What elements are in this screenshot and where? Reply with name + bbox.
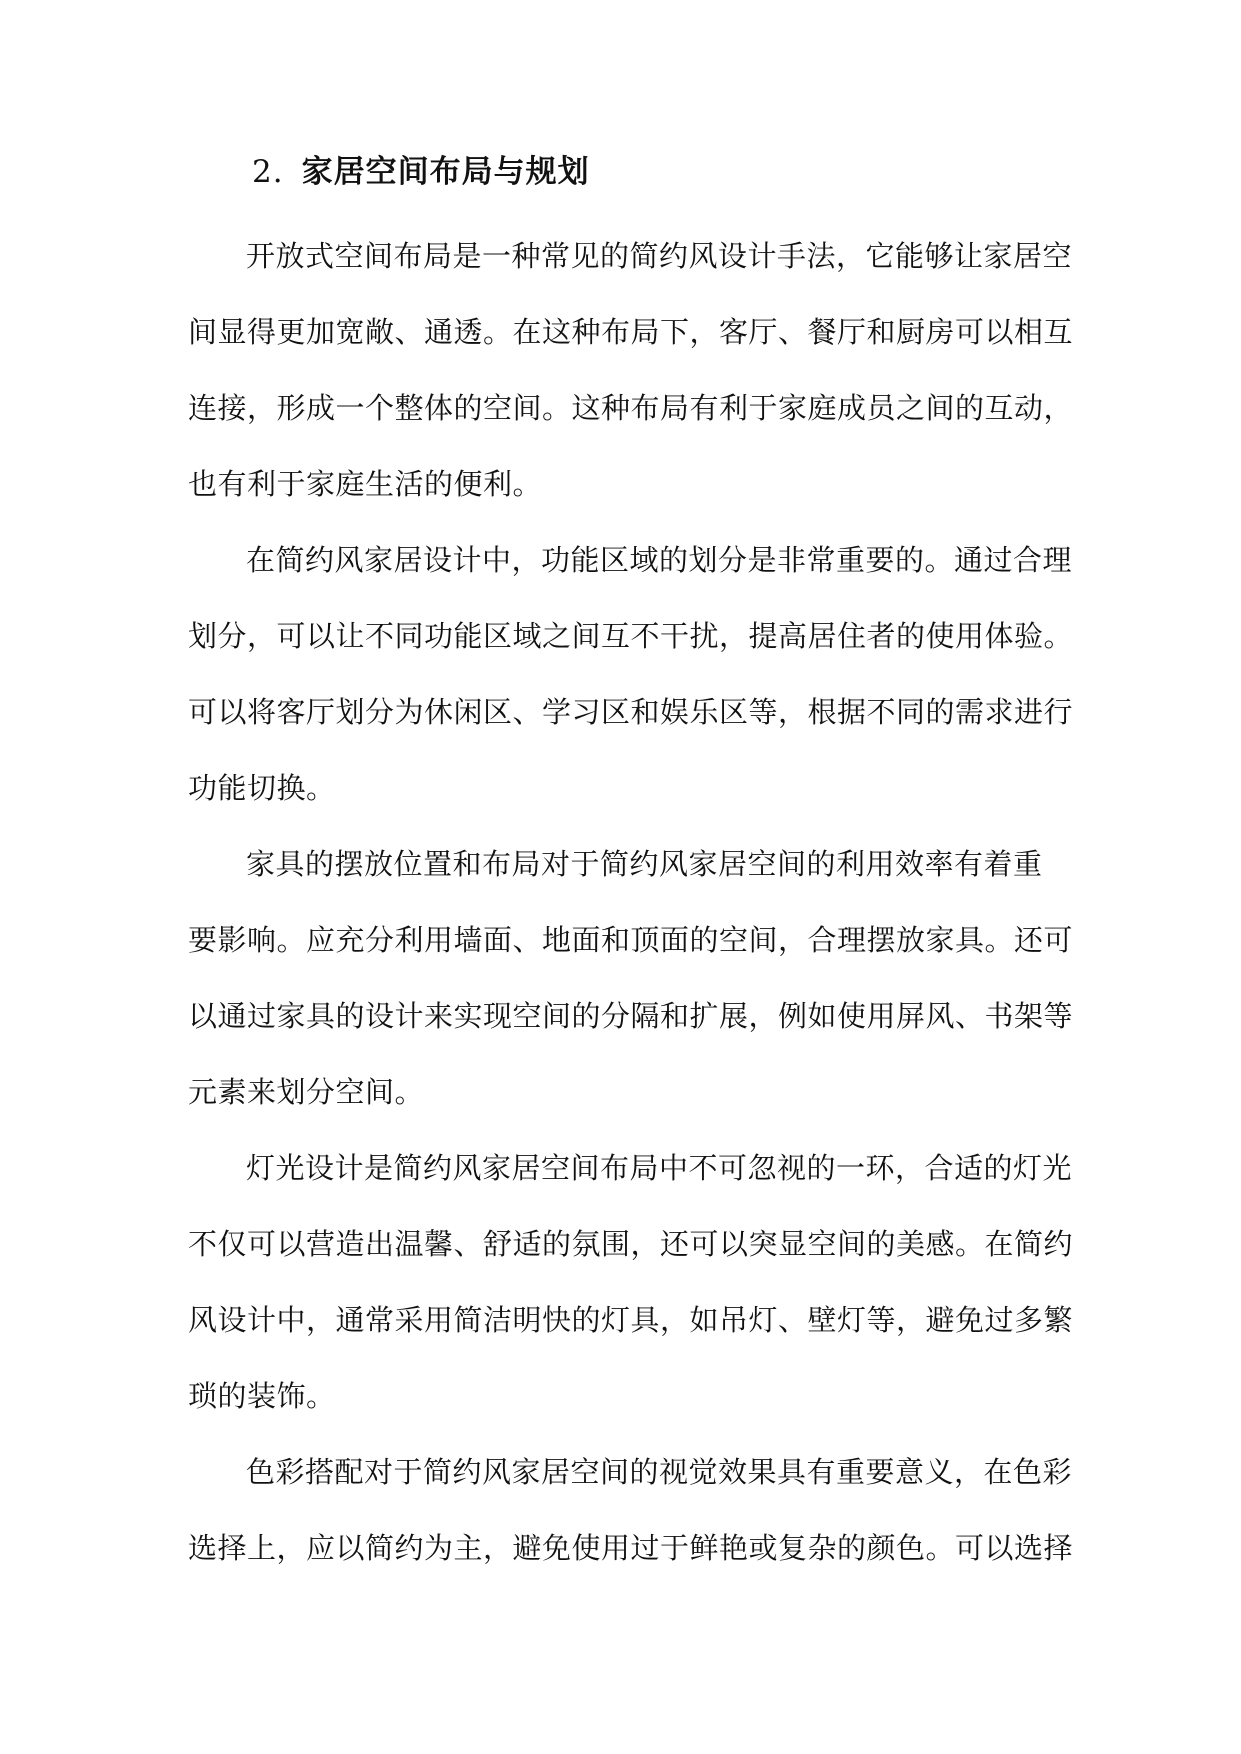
text-line: 元素来划分空间。 — [188, 1075, 425, 1109]
paragraph-open-layout — [188, 226, 1074, 530]
text-line: 以通过家具的设计来实现空间的分隔和扩展，例如使用屏风、书架等 — [188, 999, 1074, 1033]
paragraph-furniture — [188, 834, 1074, 1138]
paragraph-color — [188, 1442, 1074, 1594]
text-line: 也有利于家庭生活的便利。 — [188, 467, 543, 501]
text-line: 开放式空间布局是一种常见的简约风设计手法，它能够让家居空 — [246, 239, 1073, 273]
text-line: 色彩搭配对于简约风家居空间的视觉效果具有重要意义，在色彩 — [246, 1455, 1073, 1489]
body-text — [188, 226, 1074, 1594]
text-line: 可以将客厅划分为休闲区、学习区和娱乐区等，根据不同的需求进行 — [188, 695, 1074, 729]
text-line: 连接，形成一个整体的空间。这种布局有利于家庭成员之间的互动， — [188, 391, 1074, 425]
text-line: 在简约风家居设计中，功能区域的划分是非常重要的。通过合理 — [246, 543, 1073, 577]
text-line: 家具的摆放位置和布局对于简约风家居空间的利用效率有着重 — [246, 847, 1043, 881]
section-heading — [252, 150, 590, 194]
text-line: 不仅可以营造出温馨、舒适的氛围，还可以突显空间的美感。在简约 — [188, 1227, 1074, 1261]
text-line: 风设计中，通常采用简洁明快的灯具，如吊灯、壁灯等，避免过多繁 — [188, 1303, 1074, 1337]
text-line: 要影响。应充分利用墙面、地面和顶面的空间，合理摆放家具。还可 — [188, 923, 1074, 957]
paragraph-lighting — [188, 1138, 1074, 1442]
text-line: 选择上，应以简约为主，避免使用过于鲜艳或复杂的颜色。可以选择 — [188, 1531, 1074, 1565]
paragraph-functional-zones — [188, 530, 1074, 834]
text-line: 灯光设计是简约风家居空间布局中不可忽视的一环，合适的灯光 — [246, 1151, 1073, 1185]
text-line: 功能切换。 — [188, 771, 336, 805]
text-line: 间显得更加宽敞、通透。在这种布局下，客厅、餐厅和厨房可以相互 — [188, 315, 1074, 349]
text-line: 琐的装饰。 — [188, 1379, 336, 1413]
section-number: 2. — [252, 154, 284, 190]
text-line: 划分，可以让不同功能区域之间互不干扰，提高居住者的使用体验。 — [188, 619, 1074, 653]
section-title: 家居空间布局与规划 — [301, 154, 590, 190]
